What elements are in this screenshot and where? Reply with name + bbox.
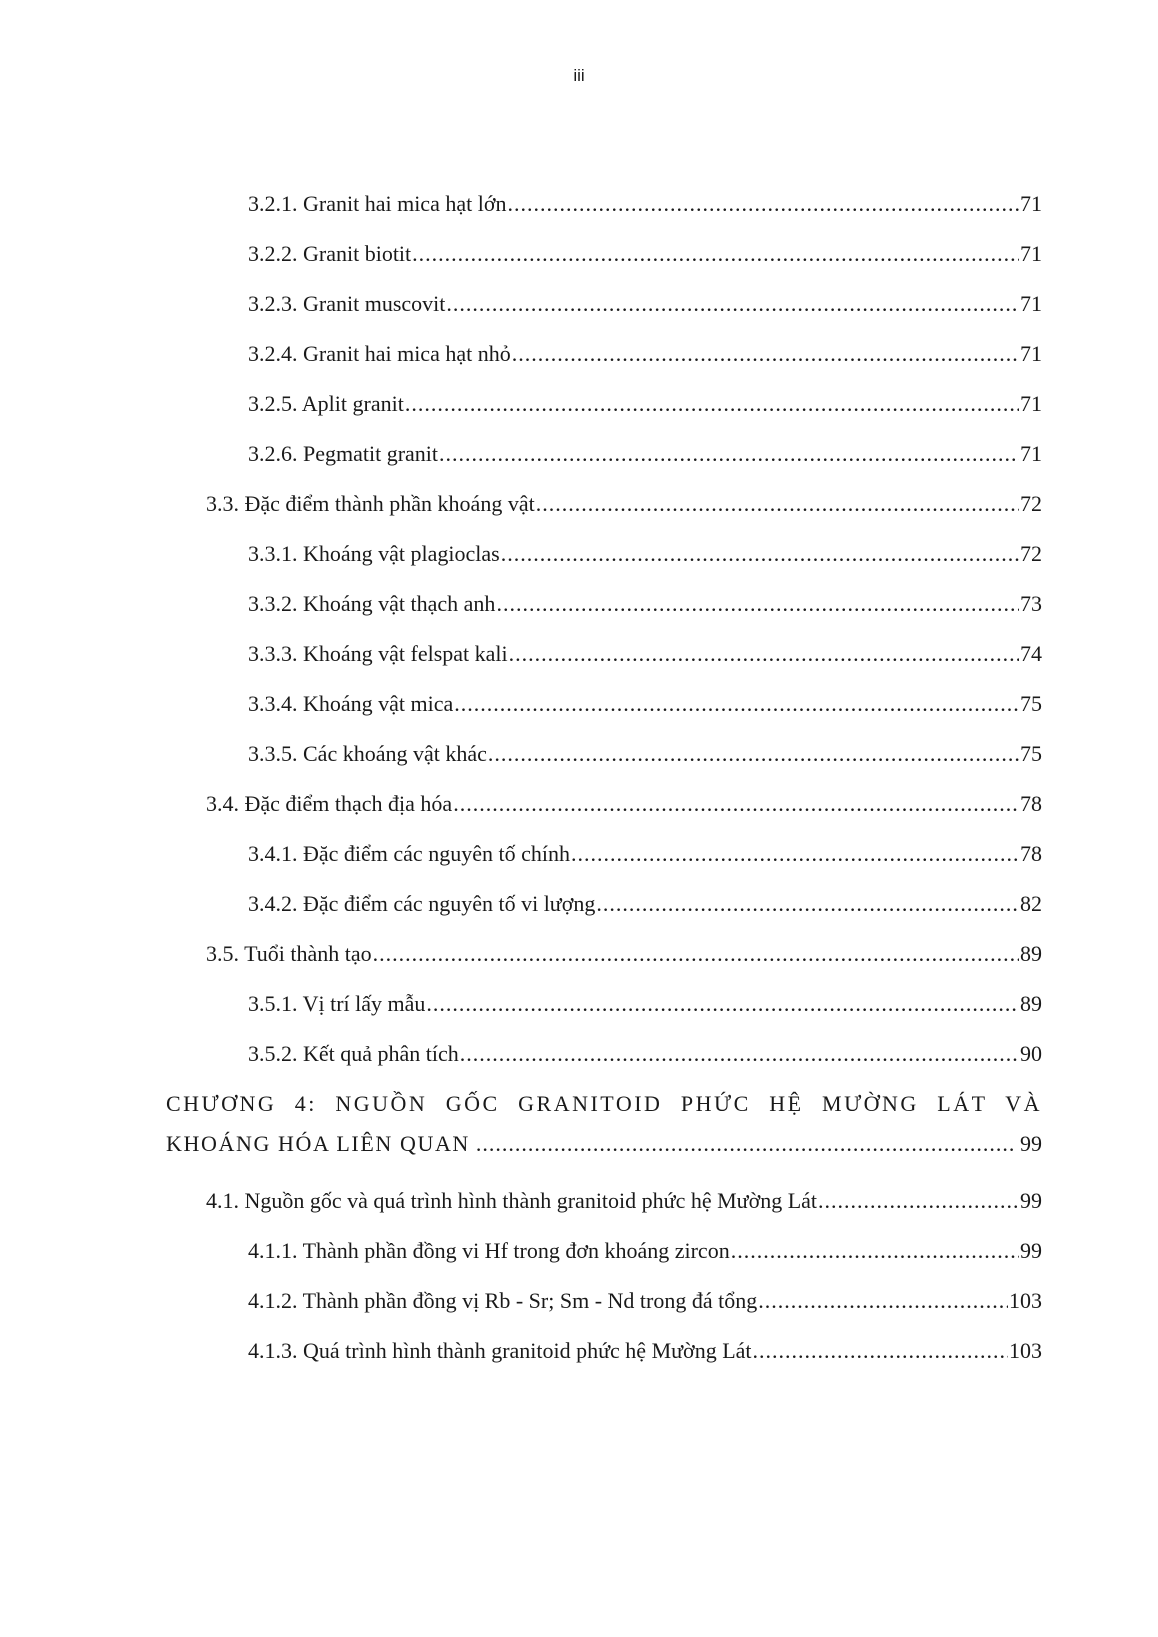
toc-entry-title: 3.3.5. Các khoáng vật khác bbox=[248, 741, 487, 766]
toc-entry-title: 3.2.4. Granit hai mica hạt nhỏ bbox=[248, 341, 511, 366]
dot-leader bbox=[446, 290, 1019, 318]
dot-leader bbox=[536, 490, 1019, 518]
toc-entry-title: 3.3.3. Khoáng vật felspat kali bbox=[248, 641, 508, 666]
toc-entry-4-1-1[interactable] bbox=[248, 1237, 1042, 1265]
toc-entry-title: 3.2.1. Granit hai mica hạt lớn bbox=[248, 191, 507, 216]
toc-entry-page: 99 bbox=[1020, 1238, 1042, 1263]
toc-entry-3-4-2[interactable] bbox=[248, 890, 1042, 918]
toc-entry-page: 71 bbox=[1020, 391, 1042, 416]
toc-entry-chapter-4[interactable] bbox=[166, 1090, 1042, 1158]
toc-entry-page: 103 bbox=[1009, 1288, 1042, 1313]
dot-leader bbox=[501, 540, 1019, 568]
toc-entry-title: 4.1.2. Thành phần đồng vị Rb - Sr; Sm - Nd trong đá tổng bbox=[248, 1288, 758, 1313]
toc-entry-3-3[interactable] bbox=[206, 490, 1042, 518]
toc-entry-page: 74 bbox=[1020, 641, 1042, 666]
toc-entry-4-1[interactable] bbox=[206, 1187, 1042, 1215]
toc-entry-3-5[interactable] bbox=[206, 940, 1042, 968]
dot-leader bbox=[571, 840, 1019, 868]
toc-entry-3-3-3[interactable] bbox=[248, 640, 1042, 668]
toc-entry-page: 90 bbox=[1020, 1041, 1042, 1066]
dot-leader bbox=[476, 1130, 1014, 1158]
toc-entry-page: 71 bbox=[1020, 241, 1042, 266]
toc-entry-page: 103 bbox=[1009, 1338, 1042, 1363]
dot-leader bbox=[453, 790, 1019, 818]
toc-entry-page: 82 bbox=[1020, 891, 1042, 916]
toc-entry-title: 3.2.6. Pegmatit granit bbox=[248, 441, 439, 466]
toc-entry-title: 3.3. Đặc điểm thành phần khoáng vật bbox=[206, 491, 535, 516]
toc-entry-page: 75 bbox=[1020, 741, 1042, 766]
toc-entry-title: 3.3.1. Khoáng vật plagioclas bbox=[248, 541, 500, 566]
toc-entry-page: 78 bbox=[1020, 841, 1042, 866]
toc-entry-title: 3.4.2. Đặc điểm các nguyên tố vi lượng bbox=[248, 891, 596, 916]
toc-entry-3-3-2[interactable] bbox=[248, 590, 1042, 618]
toc-entry-3-3-4[interactable] bbox=[248, 690, 1042, 718]
chapter-title-line2: KHOÁNG HÓA LIÊN QUAN bbox=[166, 1131, 470, 1156]
toc-entry-page: 71 bbox=[1020, 191, 1042, 216]
toc-entry-title: 4.1.3. Quá trình hình thành granitoid phức hệ Mường Lát bbox=[248, 1338, 752, 1363]
toc-entry-3-5-2[interactable] bbox=[248, 1040, 1042, 1068]
toc-entry-3-2-1[interactable] bbox=[248, 190, 1042, 218]
toc-entry-3-2-5[interactable] bbox=[248, 390, 1042, 418]
toc-entry-title: 3.4.1. Đặc điểm các nguyên tố chính bbox=[248, 841, 570, 866]
toc-entry-title: 3.5.1. Vị trí lấy mẫu bbox=[248, 991, 426, 1016]
toc-entry-3-3-1[interactable] bbox=[248, 540, 1042, 568]
toc-entry-title: 3.5. Tuổi thành tạo bbox=[206, 941, 372, 966]
toc-entry-3-2-6[interactable] bbox=[248, 440, 1042, 468]
dot-leader bbox=[512, 340, 1019, 368]
toc-entry-page: 99 bbox=[1020, 1131, 1042, 1156]
dot-leader bbox=[818, 1187, 1019, 1215]
dot-leader bbox=[426, 990, 1019, 1018]
toc-entry-title: 3.2.2. Granit biotit bbox=[248, 241, 412, 266]
dot-leader bbox=[373, 940, 1019, 968]
toc-entry-title: 4.1.1. Thành phần đồng vi Hf trong đơn khoáng zircon bbox=[248, 1238, 730, 1263]
dot-leader bbox=[731, 1237, 1019, 1265]
toc-entry-3-2-2[interactable] bbox=[248, 240, 1042, 268]
dot-leader bbox=[439, 440, 1019, 468]
toc-entry-title: 4.1. Nguồn gốc và quá trình hình thành granitoid phức hệ Mường Lát bbox=[206, 1188, 818, 1213]
toc-entry-page: 78 bbox=[1020, 791, 1042, 816]
toc-entry-page: 71 bbox=[1020, 341, 1042, 366]
dot-leader bbox=[596, 890, 1019, 918]
chapter-title-line2-row bbox=[166, 1130, 1042, 1158]
toc-entry-page: 89 bbox=[1020, 941, 1042, 966]
toc-entry-title: 3.5.2. Kết quả phân tích bbox=[248, 1041, 459, 1066]
toc-entry-page: 99 bbox=[1020, 1188, 1042, 1213]
toc-entry-page: 72 bbox=[1020, 541, 1042, 566]
toc-entry-4-1-2[interactable] bbox=[248, 1287, 1042, 1315]
toc-entry-4-1-3[interactable] bbox=[248, 1337, 1042, 1365]
dot-leader bbox=[454, 690, 1019, 718]
toc-entry-title: 3.4. Đặc điểm thạch địa hóa bbox=[206, 791, 453, 816]
toc-entry-title: 3.3.2. Khoáng vật thạch anh bbox=[248, 591, 496, 616]
dot-leader bbox=[405, 390, 1019, 418]
toc-entry-title: 3.2.3. Granit muscovit bbox=[248, 291, 446, 316]
dot-leader bbox=[488, 740, 1019, 768]
dot-leader bbox=[412, 240, 1019, 268]
toc-entry-3-2-3[interactable] bbox=[248, 290, 1042, 318]
chapter-title-line1: CHƯƠNG 4: NGUỒN GỐC GRANITOID PHỨC HỆ MƯỜNG LÁT VÀ bbox=[166, 1091, 1042, 1116]
dot-leader bbox=[753, 1337, 1008, 1365]
toc-entry-page: 72 bbox=[1020, 491, 1042, 516]
page-number: iii bbox=[573, 66, 585, 85]
toc-entry-3-4-1[interactable] bbox=[248, 840, 1042, 868]
dot-leader bbox=[507, 190, 1019, 218]
toc-entry-page: 71 bbox=[1020, 291, 1042, 316]
toc-entry-3-3-5[interactable] bbox=[248, 740, 1042, 768]
dot-leader bbox=[496, 590, 1019, 618]
toc-entry-page: 73 bbox=[1020, 591, 1042, 616]
toc-entry-title: 3.3.4. Khoáng vật mica bbox=[248, 691, 454, 716]
toc-entry-3-5-1[interactable] bbox=[248, 990, 1042, 1018]
dot-leader bbox=[758, 1287, 1008, 1315]
toc-entry-page: 75 bbox=[1020, 691, 1042, 716]
toc-entry-page: 71 bbox=[1020, 441, 1042, 466]
toc-entry-title: 3.2.5. Aplit granit bbox=[248, 391, 404, 416]
toc-entry-3-2-4[interactable] bbox=[248, 340, 1042, 368]
toc-entry-page: 89 bbox=[1020, 991, 1042, 1016]
toc-entry-3-4[interactable] bbox=[206, 790, 1042, 818]
dot-leader bbox=[460, 1040, 1019, 1068]
dot-leader bbox=[509, 640, 1019, 668]
